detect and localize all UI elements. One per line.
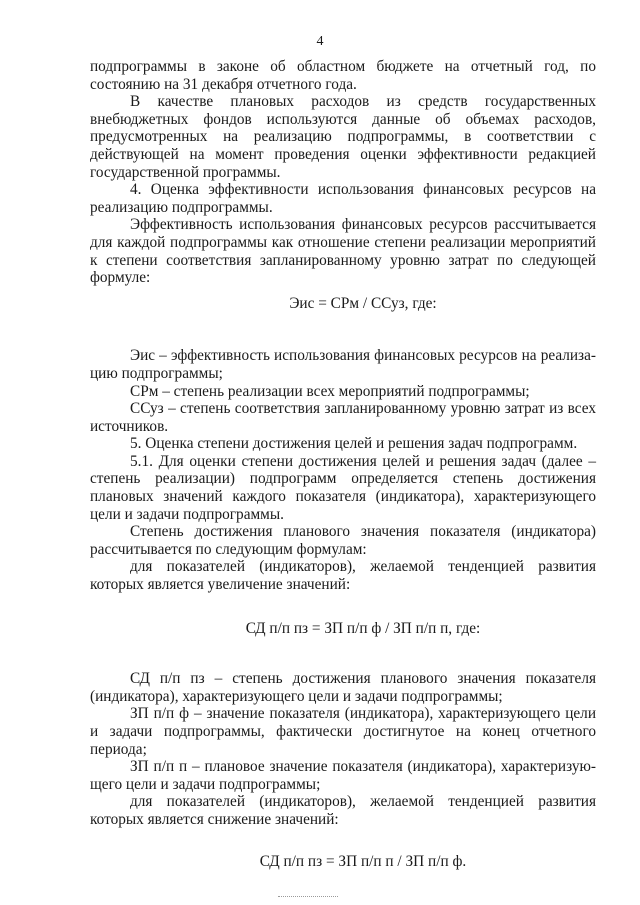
paragraph-planned-expenses: В качестве плановых расходов из средств государственных внебюджетных фондов используются данные об объемах расходов, предусмотренных на реализацию подпрограммы, в соответствии с действующей на момент проведения оценки эффективности редакцией государственной программы. [90, 93, 596, 181]
paragraph-5-1: 5.1. Для оценки степени достижения целей и решения задач (далее – степень реализации) подпрограмм определяется степень достижения плановых значений каждого показателя (индикатора), характеризующего цели и задачи подпрограммы. [90, 452, 596, 523]
heading-section-5: 5. Оценка степени достижения целей и решения задач подпрограмм. [130, 435, 578, 453]
definition-ssuz: ССуз – степень соответствия запланированному уровню затрат из всех источников. [90, 400, 596, 435]
formula-sd-decrease: СД п/п пз = ЗП п/п п / ЗП п/п ф. [259, 852, 467, 870]
definition-zp-f: ЗП п/п ф – значение показателя (индикатора), характеризующего цели и задачи подпрограммы, фактически достигнутое на конец отчетного периода; [90, 705, 596, 758]
formula-eis: Эис = СРм / ССуз, где: [289, 294, 437, 312]
paragraph-degree: Степень достижения планового значения показателя (индикатора) рассчитывается по следующим формулам: [90, 523, 596, 558]
paragraph-efficiency: Эффективность использования финансовых ресурсов рассчитывается для каждой подпрограммы как отношение степени реализации мероприятий к степени соответствия запланированному уровню затрат по следующей формуле: [90, 216, 596, 287]
heading-section-4: 4. Оценка эффективности использования финансовых ресурсов на реализацию подпрограммы. [90, 181, 596, 216]
definition-srm: СРм – степень реализации всех мероприятий подпрограммы; [130, 382, 530, 400]
paragraph-decrease: для показателей (индикаторов), желаемой тенденцией развития которых является снижение значений: [90, 793, 596, 828]
document-body [90, 58, 596, 870]
scan-artifact [278, 896, 338, 900]
page-number: 4 [316, 34, 324, 49]
paragraph-increase: для показателей (индикаторов), желаемой тенденцией развития которых является увеличение значений: [90, 558, 596, 594]
paragraph-continuation: подпрограммы в законе об областном бюджете на отчетный год, по состоянию на 31 декабря отчетного года. [90, 58, 596, 93]
formula-sd-increase: СД п/п пз = ЗП п/п ф / ЗП п/п п, где: [245, 619, 481, 637]
definition-eis: Эис – эффективность использования финансовых ресурсов на реализа-цию подпрограммы; [90, 347, 596, 382]
definition-sd: СД п/п пз – степень достижения планового значения показателя (индикатора), характеризующего цели и задачи подпрограммы; [90, 670, 596, 705]
definition-zp-p: ЗП п/п п – плановое значение показателя (индикатора), характеризую-щего цели и задачи подпрограммы; [90, 758, 596, 793]
